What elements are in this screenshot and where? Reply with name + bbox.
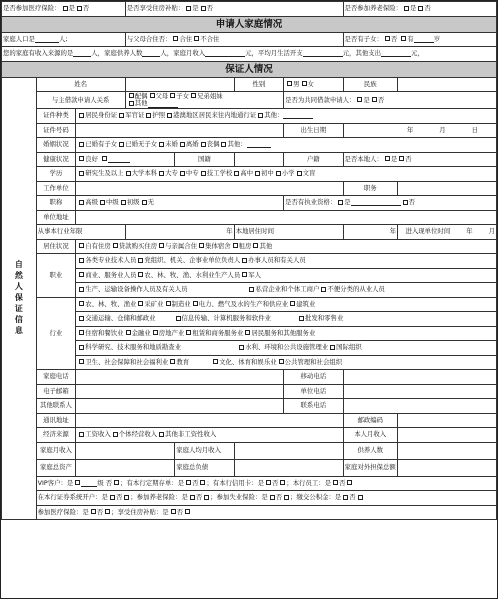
ind-3-1-checkbox[interactable] — [239, 345, 244, 350]
res-4-checkbox[interactable] — [233, 243, 238, 248]
industry-row-4: 卫生、社会保障和社会福利业 教育 文化、体育和娱乐业 公共管理和社会组织 — [2, 355, 497, 370]
contact-person-row: 其他联系人 联系电话 — [2, 399, 497, 414]
mail-address-field[interactable] — [76, 413, 343, 428]
license-yes-checkbox[interactable] — [338, 200, 343, 205]
child-age-field[interactable] — [414, 36, 434, 43]
marital-4-checkbox[interactable] — [201, 142, 206, 147]
marital-3-checkbox[interactable] — [180, 142, 185, 147]
res-1-checkbox[interactable] — [113, 243, 118, 248]
guarantor-section-title: 保证人情况 — [2, 61, 497, 77]
health-good-checkbox[interactable] — [79, 156, 84, 161]
contact-person-field[interactable] — [76, 399, 284, 414]
ind-0-4-checkbox[interactable] — [290, 301, 295, 306]
marital-2-checkbox[interactable] — [159, 142, 164, 147]
family-income-row: 家庭月收入 家庭人均月收入 供养人数 — [2, 442, 497, 459]
ind-2-2-checkbox[interactable] — [153, 330, 158, 335]
ind-3-0-checkbox[interactable] — [79, 345, 84, 350]
id-type-row: 证件种类 居民身份证 军官证 护照 港澳地区居民来往内地通行证 其他： — [2, 109, 497, 124]
housing-no2-checkbox[interactable] — [185, 509, 190, 514]
bottom-row-3: 参加医疗保险：是 否 ；享受住房补贴：是 否 — [2, 505, 497, 520]
id-opt-4-checkbox[interactable] — [258, 113, 263, 118]
staff-yes-checkbox[interactable] — [333, 480, 338, 485]
other-relation-field[interactable] — [148, 101, 178, 108]
family-row-1: 家庭人口是 人; 与父母合住否： 合住 不合住 是否有子女： 否 有 岁 — [2, 32, 497, 47]
housing-yes2-checkbox[interactable] — [171, 509, 176, 514]
work-years-row: 从事本行业年限 年 本地居住时间 年 进入现单位时间 年 月 — [2, 225, 497, 240]
fund-yes-checkbox[interactable] — [343, 495, 348, 500]
ind-4-2-checkbox[interactable] — [213, 359, 218, 364]
ind-0-2-checkbox[interactable] — [166, 301, 171, 306]
pension-yes2-checkbox[interactable] — [190, 495, 195, 500]
industry-row-2: 住宿和餐饮业 金融业 房地产业 租赁和商务服务业 居民服务和其他服务业 — [2, 326, 497, 341]
occupation-row-1: 商业、服务业人员 农、林、牧、渔、水利业生产人员 军人 — [2, 268, 497, 283]
medical-no-checkbox[interactable] — [77, 6, 82, 11]
unit-phone-field[interactable] — [343, 384, 496, 399]
title-2-checkbox[interactable] — [121, 200, 126, 205]
avg-income-field[interactable] — [234, 442, 343, 459]
id-opt-3-checkbox[interactable] — [167, 113, 172, 118]
ethnicity-field[interactable] — [397, 77, 496, 92]
marital-row: 婚姻状况 已婚有子女 已婚无子女 未婚 离婚 丧偶 其他： — [2, 138, 497, 153]
industry-row-0: 行业 农、林、牧、渔业 采矿业 制造业 电力、燃气及水的生产和供应业 建筑业 — [2, 297, 497, 312]
housing-yes-checkbox[interactable] — [186, 6, 191, 11]
license-field[interactable] — [351, 199, 401, 206]
marital-other-field[interactable] — [247, 141, 271, 148]
ind-2-4-checkbox[interactable] — [245, 330, 250, 335]
name-field[interactable] — [125, 77, 234, 92]
child-yes-checkbox[interactable] — [401, 36, 406, 41]
edu-4-checkbox[interactable] — [201, 171, 206, 176]
child-checkbox[interactable] — [170, 93, 175, 98]
name-row: 自然人保证信息 姓名 性别 男 女 民族 — [2, 77, 497, 92]
local-no-checkbox[interactable] — [399, 156, 404, 161]
co-borrower-no-checkbox[interactable] — [372, 97, 377, 102]
bottom-row-1: VIP客户：是 级 否 ；有本行定期存单：是 否 ；有本行信用卡：是 否 ；本行员工：是 否 — [2, 476, 497, 491]
dependents-field[interactable] — [142, 50, 160, 57]
title-1-checkbox[interactable] — [100, 200, 105, 205]
econ-0-checkbox[interactable] — [79, 432, 84, 437]
occ-1-0-checkbox[interactable] — [79, 272, 84, 277]
family-debt-field[interactable] — [234, 459, 343, 476]
occ-2-1-checkbox[interactable] — [249, 287, 254, 292]
marital-5-checkbox[interactable] — [221, 142, 226, 147]
female-checkbox[interactable] — [302, 81, 307, 86]
form-table — [1, 1, 497, 520]
not-together-checkbox[interactable] — [194, 36, 199, 41]
position-field[interactable] — [397, 181, 496, 196]
unit-address-row: 单位地址 — [2, 210, 497, 225]
deposit-yes-checkbox[interactable] — [186, 480, 191, 485]
ind-1-0-checkbox[interactable] — [79, 316, 84, 321]
top-insurance-row: 是否参加医疗保险： 是 否 是否享受住房补贴： 是 否 是否参加养老保险： 是 否 — [2, 2, 497, 17]
deposit-no-checkbox[interactable] — [200, 480, 205, 485]
pension-no-checkbox[interactable] — [418, 6, 423, 11]
ind-4-3-checkbox[interactable] — [279, 359, 284, 364]
securities-no-checkbox[interactable] — [124, 495, 129, 500]
res-2-checkbox[interactable] — [159, 243, 164, 248]
housing-sub-label: 是否享受住房补贴： — [126, 4, 185, 13]
family-pop-field[interactable] — [35, 36, 59, 43]
id-opt-0-checkbox[interactable] — [79, 113, 84, 118]
ind-3-2-checkbox[interactable] — [330, 345, 335, 350]
ind-1-1-checkbox[interactable] — [176, 316, 181, 321]
home-phone-field[interactable] — [76, 370, 284, 385]
residence-row: 居住状况 自有住房 贷款购买住房 与亲属合住 集体宿舍 租房 其他 — [2, 239, 497, 254]
occ-0-0-checkbox[interactable] — [79, 258, 84, 263]
health-other-checkbox[interactable] — [102, 156, 107, 161]
spouse-checkbox[interactable] — [129, 93, 134, 98]
dependents-value-field[interactable] — [397, 442, 496, 459]
avg-expense-field[interactable] — [303, 50, 343, 57]
res-3-checkbox[interactable] — [199, 243, 204, 248]
occ-1-1-checkbox[interactable] — [138, 272, 143, 277]
work-unit-row: 工作单位 职务 — [2, 181, 497, 196]
edu-1-checkbox[interactable] — [126, 171, 131, 176]
occ-2-2-checkbox[interactable] — [321, 287, 326, 292]
ind-2-0-checkbox[interactable] — [79, 330, 84, 335]
occupation-row-0: 职业 各类专业技术人员 党组织、机关、企事业单位负责人 办事人员和有关人员 — [2, 254, 497, 269]
occ-2-0-checkbox[interactable] — [79, 287, 84, 292]
edu-3-checkbox[interactable] — [180, 171, 185, 176]
occupation-row-2: 生产、运输设备操作人员及有关人员 私营企业和个体工商户 不便分类的从业人员 — [2, 283, 497, 298]
nationality-field[interactable] — [234, 152, 284, 167]
vip-level-field[interactable] — [81, 480, 97, 487]
mail-address-row: 通讯地址 邮政编码 — [2, 413, 497, 428]
edu-6-checkbox[interactable] — [255, 171, 260, 176]
occ-0-1-checkbox[interactable] — [138, 258, 143, 263]
res-5-checkbox[interactable] — [253, 243, 258, 248]
edu-2-checkbox[interactable] — [159, 171, 164, 176]
family-section-title: 申请人家庭情况 — [2, 16, 497, 32]
ind-4-1-checkbox[interactable] — [170, 359, 175, 364]
edu-7-checkbox[interactable] — [276, 171, 281, 176]
vip-no-checkbox[interactable] — [114, 480, 119, 485]
medical-yes-checkbox[interactable] — [63, 6, 68, 11]
home-phone-row: 家庭电话 移动电话 — [2, 370, 497, 385]
title-0-checkbox[interactable] — [79, 200, 84, 205]
family-income-field[interactable] — [205, 50, 245, 57]
id-number-row: 证件号码 出生日期 年 月 日 — [2, 123, 497, 138]
bottom-row-2: 在本行证券系统开户：是 否 ；参加养老保险：是 否 ；参加失业保险：是 否 ；缴交公积金：是 否 — [2, 491, 497, 506]
ind-1-2-checkbox[interactable] — [299, 316, 304, 321]
contact-phone-field[interactable] — [343, 399, 496, 414]
pension-no2-checkbox[interactable] — [204, 495, 209, 500]
male-checkbox[interactable] — [287, 81, 292, 86]
email-field[interactable] — [76, 384, 284, 399]
edu-8-checkbox[interactable] — [297, 171, 302, 176]
ind-0-0-checkbox[interactable] — [79, 301, 84, 306]
occ-1-2-checkbox[interactable] — [242, 272, 247, 277]
other-expense-field[interactable] — [381, 50, 411, 57]
license-no-checkbox[interactable] — [403, 200, 408, 205]
occ-0-2-checkbox[interactable] — [242, 258, 247, 263]
local-yes-checkbox[interactable] — [385, 156, 390, 161]
id-other-field[interactable] — [283, 112, 313, 119]
family-income-value-field[interactable] — [76, 442, 175, 459]
unemp-yes-checkbox[interactable] — [270, 495, 275, 500]
assets-row: 家庭总资产 家庭总负债 家庭对外担保总额 — [2, 459, 497, 476]
title-3-checkbox[interactable] — [142, 200, 147, 205]
econ-2-checkbox[interactable] — [159, 432, 164, 437]
side-label: 自然人保证信息 — [2, 77, 37, 520]
email-row: 电子邮箱 单位电话 — [2, 384, 497, 399]
ind-2-1-checkbox[interactable] — [126, 330, 131, 335]
sibling-checkbox[interactable] — [191, 93, 196, 98]
credit-no-checkbox[interactable] — [280, 480, 285, 485]
id-opt-1-checkbox[interactable] — [119, 113, 124, 118]
securities-yes-checkbox[interactable] — [110, 495, 115, 500]
staff-no-checkbox[interactable] — [347, 480, 352, 485]
ind-2-3-checkbox[interactable] — [186, 330, 191, 335]
parent-checkbox[interactable] — [150, 93, 155, 98]
industry-row-3: 科学研究、技术服务和地质勘查业 水利、环境和公共设施管理业 国际组织 — [2, 341, 497, 356]
housing-no-checkbox[interactable] — [201, 6, 206, 11]
child-no-checkbox[interactable] — [385, 36, 390, 41]
personal-income-field[interactable] — [397, 428, 496, 443]
relation-row: 与主借款申请人关系 配偶 父母 子女 兄弟姐妹 其他 是否为共同借款申请人： 是 否 — [2, 92, 497, 109]
edu-5-checkbox[interactable] — [234, 171, 239, 176]
fund-no-checkbox[interactable] — [358, 495, 363, 500]
pension-yes-checkbox[interactable] — [404, 6, 409, 11]
co-borrower-yes-checkbox[interactable] — [357, 97, 362, 102]
earner-count-field[interactable] — [73, 50, 91, 57]
industry-row-1: 交通运输、仓储和邮政业 信息传输、计算机服务和软件业 批发和零售业 — [2, 312, 497, 327]
other-relation-checkbox[interactable] — [129, 101, 134, 106]
work-unit-field[interactable] — [76, 181, 343, 196]
credit-yes-checkbox[interactable] — [266, 480, 271, 485]
family-row-2: 您的家庭有收入来源的是 人，家庭供养人数 人，家庭月收入 元，平均月生活开支 元，其他支出 元， — [2, 47, 497, 62]
health-row: 健康状况 良好 国籍 户籍 是否本地人： 是 否 — [2, 152, 497, 167]
health-other-field[interactable] — [108, 156, 130, 163]
econ-1-checkbox[interactable] — [113, 432, 118, 437]
title-row: 职称 高级 中级 初级 无 是否有执业资格： 是 否 — [2, 196, 497, 211]
unemp-no-checkbox[interactable] — [284, 495, 289, 500]
marital-0-checkbox[interactable] — [79, 142, 84, 147]
ind-0-1-checkbox[interactable] — [138, 301, 143, 306]
family-assets-field[interactable] — [76, 459, 175, 476]
external-guarantee-field[interactable] — [397, 459, 496, 476]
marital-1-checkbox[interactable] — [119, 142, 124, 147]
id-number-field[interactable] — [76, 123, 284, 138]
medical-ins-label: 是否参加医疗保险： — [3, 4, 61, 13]
econ-source-row: 经济来源 工资收入 个体经营收入 其他非工资性收入 本人月收入 — [2, 428, 497, 443]
unit-address-field[interactable] — [76, 210, 497, 225]
medical-yes2-checkbox[interactable] — [91, 509, 96, 514]
res-0-checkbox[interactable] — [79, 243, 84, 248]
postcode-field[interactable] — [397, 413, 496, 428]
education-row: 学历 研究生及以上 大学本科 大专 中专 技工学校 高中 初中 小学 文盲 — [2, 167, 497, 182]
pension-ins-label: 是否参加养老保险： — [344, 4, 403, 13]
together-checkbox[interactable] — [173, 36, 178, 41]
mobile-field[interactable] — [343, 370, 496, 385]
id-opt-2-checkbox[interactable] — [146, 113, 151, 118]
ind-0-3-checkbox[interactable] — [193, 301, 198, 306]
ind-4-0-checkbox[interactable] — [79, 359, 84, 364]
vip-yes-checkbox[interactable] — [75, 480, 80, 485]
medical-no2-checkbox[interactable] — [105, 509, 110, 514]
edu-0-checkbox[interactable] — [79, 171, 84, 176]
